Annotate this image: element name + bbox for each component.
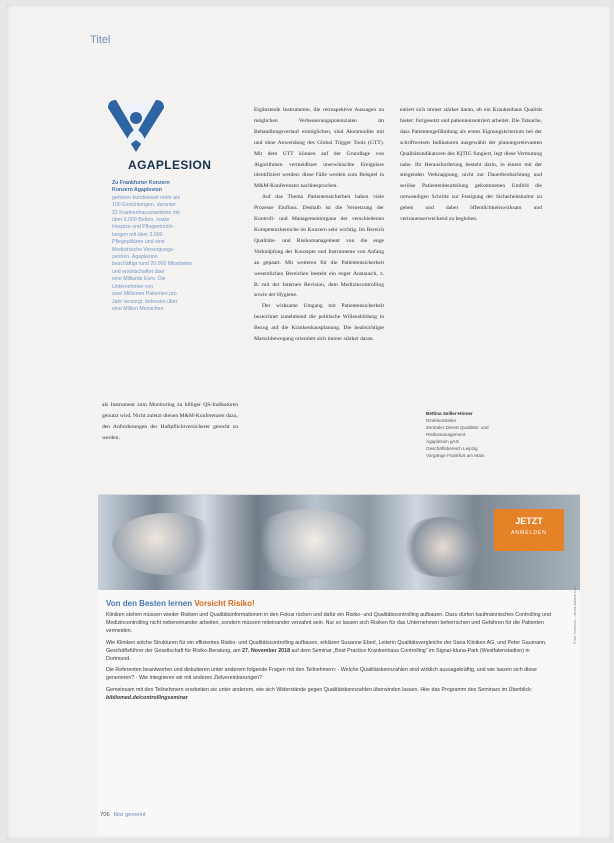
author-line: Risikomanagement <box>426 432 466 437</box>
register-now-button[interactable] <box>494 509 564 551</box>
paragraph: Auf das Thema Patientensicherheit haben viele Prozesse Einfluss. Deshalb ist die Vernetzung der Kontroll- und Managementorgane der verschiedenen Kompetenzbereiche im Konzern sehr wichtig. Im Bereich Qualitäts- und Risikomanagement von die enge Verknüpfung der Konzepte und Instrumente von Anfang an gepaart. Mit weiteren für die Patientensicherheit wesentlichen Bereichen besteht ein enger Austausch, z. B. mit der Internen Revision, dem Medizincontrolling sowie der Hygiene. <box>254 194 384 299</box>
brand-name: AGAPLESION <box>128 158 212 172</box>
sidebar-line: Konzern Agaplesion <box>112 187 162 194</box>
seminar-date: 27. November 2018 <box>242 647 291 654</box>
sidebar-line: tungen mit über 3.000 <box>112 231 163 238</box>
paragraph: Der wirksame Umgang mit Patientensicherheit bezeichnet zunehmend die politische Willensbildung in Bezug auf die Krankenhausplanung. Die beabsichtigte Marschbewegung orientiert sich immer stärker daran. <box>254 303 384 343</box>
ad-body <box>106 612 552 707</box>
sidebar-line: Medizinische Versorgungs- <box>112 246 175 253</box>
sidebar-line: Hospize und Pflegeeinrich- <box>112 224 174 231</box>
ad-title-part: Von den Besten lernen <box>106 599 195 608</box>
ad-title <box>106 599 255 608</box>
seminar-link[interactable]: bibliomed.de/controllingseminar <box>106 695 188 702</box>
author-line: Agaplesion gAG <box>426 439 460 444</box>
sidebar-line: Unternehmen von <box>112 283 154 290</box>
ad-paragraph: Die Referenten beantworten und diskutieren unter anderem folgende Fragen mit den Teilnehmern: · Welche Qualitätskennzahlen sind wirklich aussagekräftig, und wie lassen sich diese generieren? · Wie integrieren wir mit anderen Zielvereinbarungen? <box>106 667 537 682</box>
sidebar-line: und erwirtschaftet über <box>112 268 165 275</box>
sidebar-line: eine Million Menschen. <box>112 305 165 312</box>
author-name: Bettina Seiller-Hinner <box>426 411 473 416</box>
ad-title-highlight: Vorsicht Risiko! <box>194 599 255 608</box>
paragraph: Ergänzende Instrumente, die retrospektive Aussagen zu möglichen Verbesserungspotenzialen im Behandlungsverlauf ermöglichen, sind Akenmodite mit und ohne Anwendung des Global Trigger Tools (GTT). Mit dem GTT können auf der Grundlage von Algorithmen vermeidbare unerwünschte Ereignisse identifiziert werden: diese Fälle werden zum Beispiel in M&M-Konferenzen nachbesprochen. <box>254 107 384 190</box>
banner-figure <box>398 517 488 577</box>
magazine-name: f&w gemeint <box>113 812 146 818</box>
sidebar-line: Jahr versorgt, betreuen über <box>112 298 178 305</box>
page-number: 706 <box>100 812 110 818</box>
sidebar-line: zwei Millionen Patienten pro <box>112 291 177 298</box>
article-column-3 <box>400 105 542 225</box>
sidebar-line: gehören bundesweit mehr als <box>112 194 181 201</box>
article-column-2 <box>254 105 384 345</box>
article-column-1 <box>102 400 238 444</box>
author-line: Vorgänge Frankfurt am Main <box>426 453 485 458</box>
ad-paragraph: Kliniken stehen müssen wieder Risiken und Qualitätsinformationen in den Fokus rücken und dafür ein Risiko- und Qualitätscontrolling aufbauen. Dazu dürfen kaufmännisches Controlling und Medizincontrolling nicht nebeneinander arbeiten, sondern müssen miteinander verzahnt sein. Nur so lassen sich Risiken für das Unternehmen beherrschen und Gefahren für die Patienten vermeiden. <box>106 612 551 634</box>
paragraph: als Instrument zum Monitoring zu billiger QS-Indikatoren genutzt wird. Nicht zuletzt dienen M&M-Konferenzen dazu, den Anforderungen der Haftpflichtversicherer gerecht zu werden. <box>102 402 238 441</box>
magazine-page <box>6 4 612 840</box>
seminar-ad <box>98 494 580 835</box>
ad-text: auf dem Seminar „Best Practice Krankenhaus Controlling“ im Signal-Iduna-Park (Westfalenstadion) in Dortmund. <box>106 647 530 662</box>
cta-label: JETZT <box>515 516 543 526</box>
sidebar-line: Zu Frankfurter Konzern <box>112 180 170 186</box>
ad-banner-image <box>98 495 580 590</box>
author-box <box>426 410 566 459</box>
sidebar-line: eine Milliarde Euro. Die <box>112 276 166 283</box>
sidebar-line: 22 Krankenhausstandorte mit <box>112 209 180 216</box>
banner-figure <box>112 513 222 575</box>
sidebar-line: Pflegeplätzen und eine <box>112 239 165 246</box>
page-footer <box>100 812 146 818</box>
sidebar-box <box>112 180 208 313</box>
sidebar-line: beschäftigt rund 20.000 Mitarbeiter <box>112 261 193 268</box>
paragraph: entiert sich immer stärker daran, ob ein Krankenhaus Qualität bietet: fortgesetzt und patientenzentriert arbeitet. Die Tatsache, dass Patientengefährdung als erstes Eignungskriterium bei der schriftweisen Indikatoren ausgewählt der planungsrelevanten Qualitätsindikatoren des IQTIG fungiert, legt diese Vermutung nahe. Ihr Herausforderung besteht darin, in einem mit der steigenden Verknappung, nicht zur Dauerbeobachtung und seriöse Patientenbeurteilung gekommenen Umfeld die notwendigen Schritte zur Festigung der Sicherheitskultur zu gehen und dabei öffentlichkeitswirksam und vertrauenserweckend zu begleiten. <box>400 107 542 223</box>
ad-paragraph <box>106 640 552 664</box>
sidebar-line: zentren. Agaplesion <box>112 254 158 261</box>
section-label: Titel <box>90 34 111 46</box>
sidebar-line: 100 Einrichtungen, darunter <box>112 202 177 209</box>
cta-sublabel: ANMELDEN <box>511 530 547 536</box>
sidebar-line: über 6.000 Betten, sowie <box>112 217 170 224</box>
photo-credit: Foto: Kzenon – stock.adobe.com <box>572 585 577 644</box>
ad-text: Wie Kliniken solche Strukturen für ein effizientes Risiko- und Qualitätscontrolling aufbauen, erklären Susanne Eberl, Leiterin Qualitätsvergleiche der Sana Kliniken AG, und Peter Gaumann, Geschäftsführer der Gesellschaft für Risiko-Beratung, am <box>106 639 547 654</box>
banner-figure <box>248 509 368 579</box>
author-line: Geschäftsbereich Leipzig <box>426 446 478 451</box>
author-line: Zentraler Dienst Qualitäts- und <box>426 425 489 430</box>
ad-paragraph <box>106 687 552 703</box>
author-line: Direktionsleiter <box>426 418 457 423</box>
ad-text: Gemeinsam mit den Teilnehmern erarbeiten sie unter anderem, wie sich Widerstände gegen Qualitätskennzahlen überwinden lassen. Hier das Programm des Seminars im Überblick: <box>106 687 533 694</box>
